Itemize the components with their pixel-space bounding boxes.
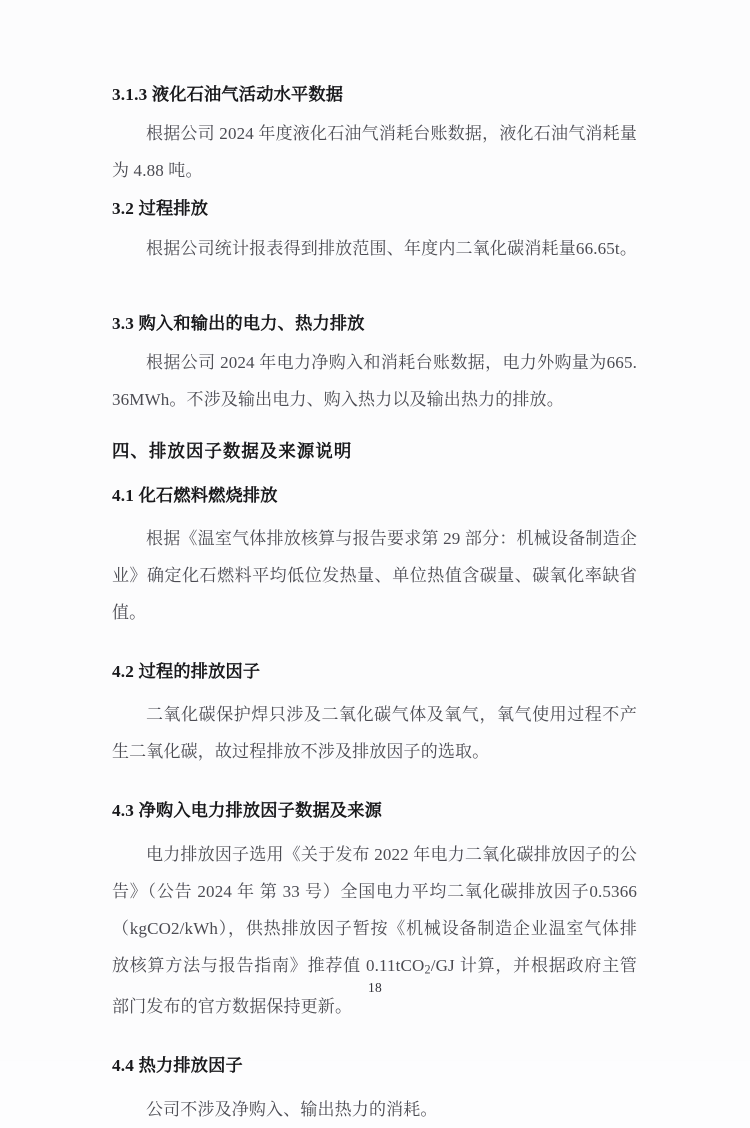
spacer [112,418,637,440]
heading-4-4: 4.4 热力排放因子 [112,1056,243,1076]
spacer [112,507,637,520]
spacer [112,221,637,230]
heading-3-1-3: 3.1.3 液化石油气活动水平数据 [112,85,344,104]
heading-3-3: 3.3 购入和输出的电力、热力排放 [112,313,365,333]
spacer [112,631,637,661]
spacer [112,335,637,344]
paragraph-3-3: 根据公司 2024 年电力净购入和消耗台账数据，电力外购量为665.36MWh。不涉及输出电力、购入热力以及输出热力的排放。 [112,353,637,410]
spacer [112,463,637,485]
paragraph-4-2: 二氧化碳保护焊只涉及二氧化碳气体及氧气，氧气使用过程不产生二氧化碳，故过程排放不涉及排放因子的选取。 [112,705,637,762]
paragraph-4-3 [112,836,637,1026]
spacer [112,1025,637,1055]
page-number: 18 [367,980,383,995]
paragraph-3-1-3: 根据公司 2024 年度液化石油气消耗台账数据，液化石油气消耗量为 4.88 吨。 [112,124,637,181]
heading-4-2: 4.2 过程的排放因子 [112,662,261,682]
paragraph-3-2: 根据公司统计报表得到排放范围、年度内二氧化碳消耗量66.65t。 [146,238,637,258]
heading-3-2: 3.2 过程排放 [112,199,209,219]
paragraph-4-3-part2: /GJ 计算，并根据政府主管部门发布的官方数据保持更新。 [112,955,637,1017]
spacer [112,304,637,313]
spacer [112,189,637,198]
document-body [112,84,637,1128]
spacer [112,770,637,800]
subscript-two: 2 [424,962,431,977]
spacer [112,683,637,696]
spacer [112,1078,637,1091]
paragraph-4-4: 公司不涉及净购入、输出热力的消耗。 [146,1099,438,1119]
heading-4-3: 4.3 净购入电力排放因子数据及来源 [112,801,383,821]
heading-section-four: 四、排放因子数据及来源说明 [112,441,353,462]
spacer [112,106,637,115]
paragraph-4-3-part1: 电力排放因子选用《关于发布 2022 年电力二氧化碳排放因子的公告》（公告 2024 年 第 33 号）全国电力平均二氧化碳排放因子0.5366（kgCO2/kWh），供热排放因子暂按《机械设备制造企业温室气体排放核算方法与报告指南》推荐值 0.11tCO [112,844,637,975]
paragraph-4-1: 根据《温室气体排放核算与报告要求第 29 部分：机械设备制造企业》确定化石燃料平均低位发热量、单位热值含碳量、碳氧化率缺省值。 [112,529,637,623]
spacer [112,823,637,836]
heading-4-1: 4.1 化石燃料燃烧排放 [112,485,278,505]
